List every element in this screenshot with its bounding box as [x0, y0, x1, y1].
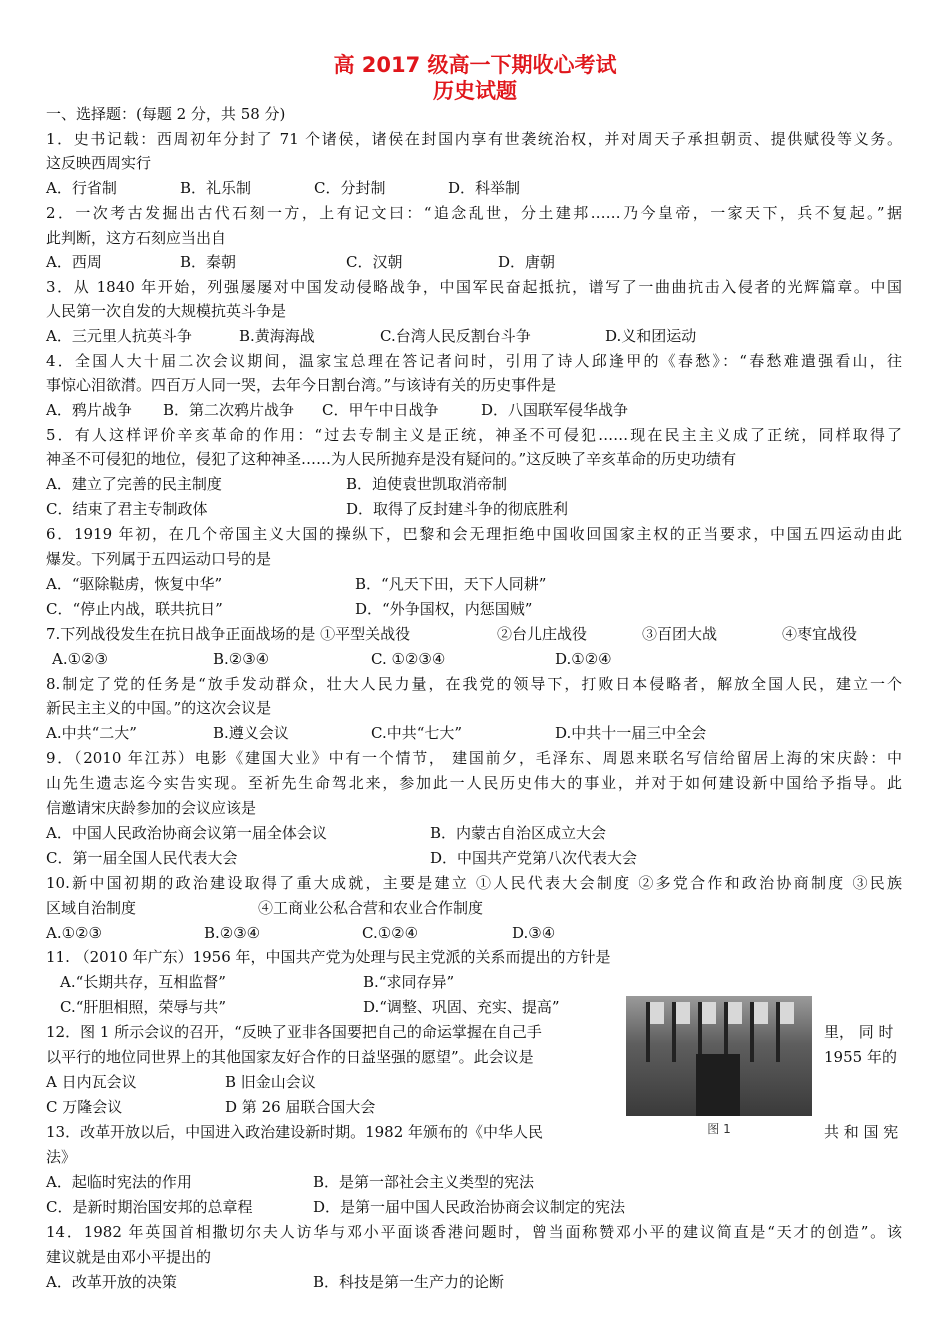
question-3-stem-cont: 人民第一次自发的大规模抗英斗争是 — [46, 302, 287, 320]
question-14-stem: 14．1982 年英国首相撒切尔夫人访华与邓小平面谈香港问题时，曾当面称赞邓小平的建议简直是“天才的创造”。该 — [46, 1223, 902, 1241]
question-9-option-c: C．第一届全国人民代表大会 — [46, 849, 238, 867]
question-7-option-a: A.①②③ — [52, 650, 108, 668]
question-12-option-a: A 日内瓦会议 — [46, 1073, 137, 1091]
question-9-stem-cont: 山先生遗志迄今实告实现。至祈先生命驾北来，参加此一人民历史伟大的事业，并对于如何建设新中国给予指导。此 — [46, 774, 902, 792]
question-10-option-c: C.①②④ — [362, 924, 419, 942]
question-6-option-c: C．“停止内战，联共抗日” — [46, 600, 223, 618]
question-12-option-d: D 第 26 届联合国大会 — [225, 1098, 376, 1116]
question-2-option-c: C．汉朝 — [346, 253, 403, 271]
question-14-stem-cont: 建议就是由邓小平提出的 — [46, 1248, 212, 1266]
question-5-option-b: B．迫使袁世凯取消帝制 — [346, 475, 508, 493]
question-13-option-d: D．是第一届中国人民政治协商会议制定的宪法 — [313, 1198, 626, 1216]
question-8-stem: 8.制定了党的任务是“放手发动群众，壮大人民力量，在我党的领导下，打败日本侵略者，解放全国人民，建立一个 — [46, 675, 902, 693]
question-6-option-b: B．“凡天下田，天下人同耕” — [355, 575, 547, 593]
question-11-option-b: B.“求同存异” — [363, 973, 455, 991]
question-6-option-d: D．“外争国权，内惩国贼” — [355, 600, 533, 618]
question-10-option-a: A.①②③ — [46, 924, 102, 942]
question-10-item-4: ④工商业公私合营和农业合作制度 — [258, 899, 484, 917]
question-9-stem-cont-2: 信邀请宋庆龄参加的会议应该是 — [46, 799, 257, 817]
question-8-option-d: D.中共十一届三中全会 — [555, 724, 707, 742]
question-9-stem: 9．（2010 年江苏）电影《建国大业》中有一个情节， 建国前夕，毛泽东、周恩来联名写信给留居上海的宋庆龄：中 — [46, 749, 902, 767]
question-8-stem-cont: 新民主主义的中国。”的这次会议是 — [46, 699, 272, 717]
question-7-option-b: B.②③④ — [213, 650, 270, 668]
question-4-stem-cont: 事惊心泪欲潸。四百万人同一哭，去年今日割台湾。”与该诗有关的历史事件是 — [46, 376, 557, 394]
question-2-option-d: D．唐朝 — [498, 253, 556, 271]
figure-caption: 图 1 — [707, 1122, 731, 1136]
question-3-stem: 3．从 1840 年开始，列强屡屡对中国发动侵略战争，中国军民奋起抵抗，谱写了一曲曲抗击入侵者的光辉篇章。中国 — [46, 278, 902, 296]
question-10-option-d: D.③④ — [512, 924, 556, 942]
question-9-option-d: D．中国共产党第八次代表大会 — [430, 849, 638, 867]
question-13-stem: 13．改革开放以后，中国进入政治建设新时期。1982 年颁布的《中华人民 — [46, 1123, 544, 1141]
question-11-option-a: A.“长期共存，互相监督” — [60, 973, 226, 991]
question-14-option-a: A．改革开放的决策 — [46, 1273, 177, 1291]
question-3-option-d: D.义和团运动 — [605, 327, 697, 345]
question-8-option-c: C.中共“七大” — [371, 724, 463, 742]
exam-title: 高 2017 级高一下期收心考试 — [333, 53, 617, 77]
question-5-option-d: D．取得了反封建斗争的彻底胜利 — [346, 500, 569, 518]
question-5-stem-cont: 神圣不可侵犯的地位，侵犯了这种神圣……为人民所抛弃是没有疑问的。”这反映了辛亥革命的历史功绩有 — [46, 450, 737, 468]
question-12-stem-cont: 以平行的地位同世界上的其他国家友好合作的日益坚强的愿望”。此会议是 — [46, 1048, 534, 1066]
question-4-stem: 4．全国人大十届二次会议期间，温家宝总理在答记者问时，引用了诗人邱逢甲的《春愁》：“春愁难遣强看山，往 — [46, 352, 902, 370]
question-7-item-3: ③百团大战 — [642, 625, 718, 643]
question-5-stem: 5．有人这样评价辛亥革命的作用：“过去专制主义是正统，神圣不可侵犯……现在民主主义成了正统，同样取得了 — [46, 426, 902, 444]
question-9-option-a: A．中国人民政治协商会议第一届全体会议 — [46, 824, 327, 842]
question-4-option-b: B．第二次鸦片战争 — [163, 401, 295, 419]
question-10-stem: 10.新中国初期的政治建设取得了重大成就，主要是建立 ①人民代表大会制度 ②多党合作和政治协商制度 ③民族 — [46, 874, 902, 892]
question-8-option-a: A.中共“二大” — [46, 724, 137, 742]
conference-photo — [626, 996, 812, 1116]
question-1-option-a: A．行省制 — [46, 179, 117, 197]
question-1-option-d: D．科举制 — [448, 179, 521, 197]
question-2-option-b: B．秦朝 — [180, 253, 237, 271]
question-12-option-c: C 万隆会议 — [46, 1098, 123, 1116]
question-7-item-4: ④枣宜战役 — [782, 625, 858, 643]
question-1-option-b: B．礼乐制 — [180, 179, 252, 197]
question-8-option-b: B.遵义会议 — [213, 724, 289, 742]
figure-1 — [626, 996, 812, 1144]
section-heading: 一、选择题：(每题 2 分，共 58 分) — [46, 105, 286, 123]
question-6-stem-cont: 爆发。下列属于五四运动口号的是 — [46, 550, 272, 568]
question-13-option-b: B．是第一部社会主义类型的宪法 — [313, 1173, 535, 1191]
question-2-option-a: A．西周 — [46, 253, 102, 271]
question-12-stem-right: 里， 同 时 — [824, 1023, 894, 1041]
question-5-option-c: C．结束了君主专制政体 — [46, 500, 208, 518]
question-7-option-c: C. ①②③④ — [371, 650, 446, 668]
question-13-stem-right: 共 和 国 宪 — [824, 1123, 899, 1141]
question-11-option-d: D.“调整、巩固、充实、提高” — [363, 998, 560, 1016]
question-3-option-a: A．三元里人抗英斗争 — [46, 327, 192, 345]
question-1-stem: 1．史书记载：西周初年分封了 71 个诸侯，诸侯在封国内享有世袭统治权，并对周天子承担朝贡、提供赋役等义务。 — [46, 130, 902, 148]
question-12-stem-right-2: 1955 年的 — [824, 1048, 897, 1066]
question-6-stem: 6．1919 年初，在几个帝国主义大国的操纵下，巴黎和会无理拒绝中国收回国家主权的正当要求，中国五四运动由此 — [46, 525, 902, 543]
question-7-stem: 7.下列战役发生在抗日战争正面战场的是 ①平型关战役 — [46, 625, 411, 643]
question-7-item-2: ②台儿庄战役 — [497, 625, 588, 643]
question-4-option-a: A．鸦片战争 — [46, 401, 132, 419]
question-11-stem: 11. （2010 年广东）1956 年，中国共产党为处理与民主党派的关系而提出的方针是 — [46, 948, 611, 966]
question-9-option-b: B．内蒙古自治区成立大会 — [430, 824, 607, 842]
question-13-option-a: A．起临时宪法的作用 — [46, 1173, 192, 1191]
question-2-stem-cont: 此判断，这方石刻应当出自 — [46, 229, 227, 247]
question-7-option-d: D.①②④ — [555, 650, 612, 668]
question-3-option-c: C.台湾人民反割台斗争 — [380, 327, 531, 345]
question-3-option-b: B.黄海海战 — [239, 327, 315, 345]
question-11-option-c: C.“肝胆相照，荣辱与共” — [60, 998, 227, 1016]
question-4-option-c: C．甲午中日战争 — [322, 401, 439, 419]
question-10-option-b: B.②③④ — [204, 924, 261, 942]
question-2-stem: 2．一次考古发掘出古代石刻一方，上有记文曰：“追念乱世，分土建邦……乃今皇帝，一家天下，兵不复起。”据 — [46, 204, 902, 222]
question-10-stem-cont: 区域自治制度 — [46, 899, 137, 917]
question-13-stem-cont: 法》 — [46, 1148, 77, 1166]
exam-subtitle: 历史试题 — [433, 79, 517, 103]
question-1-stem-cont: 这反映西周实行 — [46, 154, 152, 172]
question-14-option-b: B．科技是第一生产力的论断 — [313, 1273, 505, 1291]
question-4-option-d: D．八国联军侵华战争 — [481, 401, 629, 419]
question-12-option-b: B 旧金山会议 — [225, 1073, 316, 1091]
question-13-option-c: C．是新时期治国安邦的总章程 — [46, 1198, 253, 1216]
question-1-option-c: C．分封制 — [314, 179, 386, 197]
question-6-option-a: A．“驱除鞑虏，恢复中华” — [46, 575, 223, 593]
question-5-option-a: A．建立了完善的民主制度 — [46, 475, 222, 493]
question-12-stem: 12．图 1 所示会议的召开，“反映了亚非各国要把自己的命运掌握在自己手 — [46, 1023, 542, 1041]
